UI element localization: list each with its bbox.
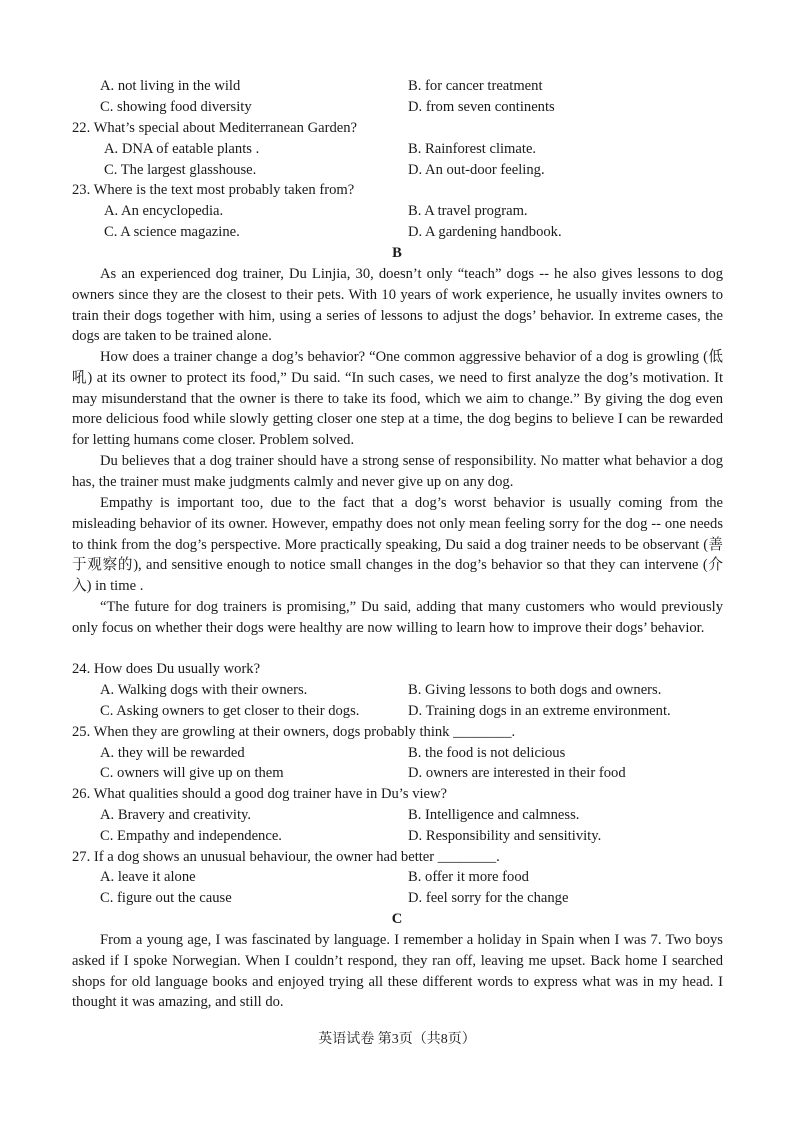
q27-option-c: C. figure out the cause bbox=[100, 890, 232, 906]
q24-question: 24. How does Du usually work? bbox=[72, 661, 261, 677]
q27-option-a: A. leave it alone bbox=[100, 869, 196, 885]
q23-question: 23. Where is the text most probably taken from? bbox=[72, 182, 355, 198]
q21-option-c: C. showing food diversity bbox=[100, 99, 252, 115]
section-c-heading: C bbox=[391, 911, 403, 927]
section-b-heading: B bbox=[392, 245, 402, 261]
q23-option-a: A. An encyclopedia. bbox=[104, 203, 224, 219]
q22-option-d: D. An out-door feeling. bbox=[408, 162, 545, 178]
q23-option-c: C. A science magazine. bbox=[104, 224, 240, 240]
q21-option-a: A. not living in the wild bbox=[100, 78, 241, 94]
q22-option-a: A. DNA of eatable plants . bbox=[104, 141, 260, 157]
q24-option-b: B. Giving lessons to both dogs and owners. bbox=[408, 682, 662, 698]
section-b-paragraph-3: Du believes that a dog trainer should have a strong sense of responsibility. No matter what behavior a dog has, the trainer must make judgments calmly and never give up on any dog. bbox=[72, 453, 723, 490]
q25-option-b: B. the food is not delicious bbox=[408, 745, 566, 761]
q26-option-a: A. Bravery and creativity. bbox=[100, 807, 252, 823]
q22-option-b: B. Rainforest climate. bbox=[408, 141, 537, 157]
q26-option-c: C. Empathy and independence. bbox=[100, 828, 282, 844]
q24-option-c: C. Asking owners to get closer to their dogs. bbox=[100, 703, 360, 719]
q23-option-b: B. A travel program. bbox=[408, 203, 528, 219]
q26-option-d: D. Responsibility and sensitivity. bbox=[408, 828, 602, 844]
q27-option-b: B. offer it more food bbox=[408, 869, 529, 885]
section-b-paragraph-4: Empathy is important too, due to the fact that a dog’s worst behavior is usually coming from the misleading behavior of its owner. However, empathy does not only mean feeling sorry for the dog -- one needs to think from the dog’s perspective. More practically speaking, Du said a dog trainer needs to be observant (善于观察的), and sensitive enough to notice small changes in the dog’s behavior so that they can intervene (介入) in time . bbox=[72, 495, 723, 595]
q23-option-d: D. A gardening handbook. bbox=[408, 224, 562, 240]
section-b-paragraph-2: How does a trainer change a dog’s behavior? “One common aggressive behavior of a dog is growling (低吼) at its owner to protect its food,” Du said. “In such cases, we need to first analyze the dog’s motivation. It may misunderstand that the owner is there to take its food, which we aim to change.” By giving the dog even more delicious food while slowly getting closer one step at a time, the dog begins to believe I can be rewarded for letting humans come closer. Problem solved. bbox=[72, 349, 723, 449]
section-c-paragraph-1: From a young age, I was fascinated by language. I remember a holiday in Spain when I was 7. Two boys asked if I spoke Norwegian. When I couldn’t respond, they ran off, leaving me upset. Back home I searched shops for old language books and enjoyed trying all these different words to express what was in my head. I thought it was amazing, and still do. bbox=[72, 932, 723, 1011]
q27-option-d: D. feel sorry for the change bbox=[408, 890, 569, 906]
q22-question: 22. What’s special about Mediterranean Garden? bbox=[72, 120, 358, 136]
q24-option-d: D. Training dogs in an extreme environment. bbox=[408, 703, 671, 719]
q26-option-b: B. Intelligence and calmness. bbox=[408, 807, 580, 823]
q22-option-c: C. The largest glasshouse. bbox=[104, 162, 257, 178]
q25-question: 25. When they are growling at their owners, dogs probably think ________. bbox=[72, 724, 516, 740]
section-b-paragraph-1: As an experienced dog trainer, Du Linjia, 30, doesn’t only “teach” dogs -- he also gives lessons to dog owners since they are the closest to their pets. With 10 years of work experience, he usually invites owners to train their dogs together with him, using a series of lessons to adjust the dogs’ behavior. In extreme cases, the dogs are taken to be trained alone. bbox=[72, 266, 723, 345]
q25-option-c: C. owners will give up on them bbox=[100, 765, 284, 781]
section-b-paragraph-5: “The future for dog trainers is promising,” Du said, adding that many customers who would previously only focus on whether their dogs were healthy are now willing to learn how to improve their dogs’ behavior. bbox=[72, 599, 723, 636]
q26-question: 26. What qualities should a good dog trainer have in Du’s view? bbox=[72, 786, 448, 802]
q27-question: 27. If a dog shows an unusual behaviour, the owner had better ________. bbox=[72, 849, 500, 865]
q21-option-d: D. from seven continents bbox=[408, 99, 555, 115]
page-footer: 英语试卷 第3页（共8页） bbox=[318, 1032, 476, 1047]
q25-option-a: A. they will be rewarded bbox=[100, 745, 245, 761]
q24-option-a: A. Walking dogs with their owners. bbox=[100, 682, 308, 698]
q21-option-b: B. for cancer treatment bbox=[408, 78, 543, 94]
q25-option-d: D. owners are interested in their food bbox=[408, 765, 626, 781]
